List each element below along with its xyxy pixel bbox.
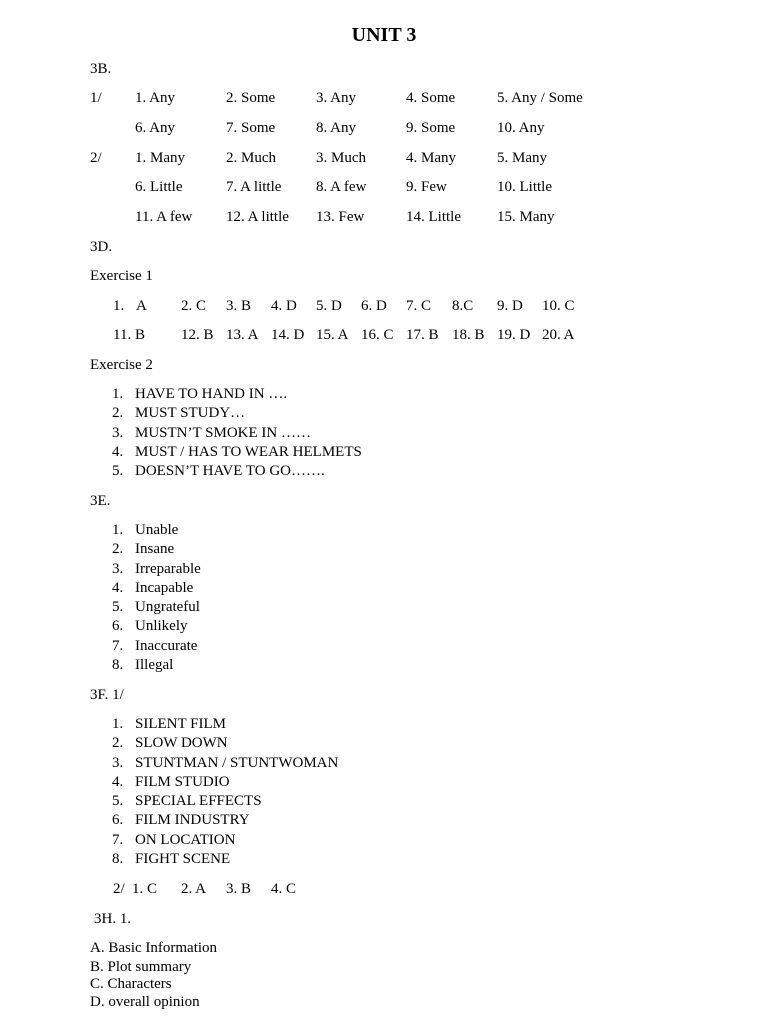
- answer: 4. Many: [406, 150, 456, 166]
- exercise-2-heading: Exercise 2: [90, 357, 153, 373]
- answer: 1.: [113, 298, 125, 314]
- answer: 16. C: [361, 327, 394, 343]
- answer: 7. Some: [226, 120, 276, 136]
- answer: 19. D: [497, 327, 531, 343]
- answer-row: [0, 327, 768, 347]
- answer: 11. A few: [135, 209, 193, 225]
- list-item: C. Characters: [90, 976, 172, 992]
- answer: 13. A: [226, 327, 259, 343]
- answer: A: [136, 298, 147, 314]
- answer: 8. Any: [316, 120, 357, 136]
- list-item: B. Plot summary: [90, 959, 192, 975]
- answer: 9. D: [497, 298, 523, 314]
- answer: 4. Some: [406, 90, 456, 106]
- answer: 9. Few: [406, 179, 447, 195]
- answer: 4. D: [271, 298, 297, 314]
- section-3f-heading: 3F. 1/: [90, 687, 124, 703]
- answer: 10. Any: [497, 120, 545, 136]
- answer: 15. A: [316, 327, 349, 343]
- section-3e-heading: 3E.: [90, 493, 111, 509]
- answer: 20. A: [542, 327, 575, 343]
- answer-row: [0, 881, 768, 901]
- answer-row: [0, 150, 768, 170]
- answer: 14. D: [271, 327, 305, 343]
- answer: 2. A: [181, 881, 207, 897]
- answer: 3. B: [226, 298, 252, 314]
- section-3d-heading: 3D.: [90, 239, 113, 255]
- answer-row: [0, 209, 768, 229]
- answer: 2. Much: [226, 150, 276, 166]
- part-label: 1/: [90, 90, 102, 106]
- answer: 7. A little: [226, 179, 282, 195]
- document-page: UNIT 3 3B. 1/ 1. Any 2. Some 3. Any 4. Some 5. Any / Some 6. Any 7. Some 8. Any 9. Some 10. Any 2/ 1. Many 2. Much 3. Much 4. Many 5. Many 6. Little 7. A little 8. A few 9. Few 10. Little 11. A few 12. A little 13. Few 14. Little 15. Many 3D. Exercise 1 1. A 2. C 3. B 4. D 5. D 6. D 7. C 8.C 9. D 10. C 11. B 12. B 13. A 14. D 15. A 16. C 17. B 18. B 19. D 20. A Exercise 2 1. HAVE TO HAND IN …. 2. MUST STUDY… 3. MUSTN’T SMOKE IN …… 4. MUST / HAS TO WEAR HELMETS 5. DOESN’T HAVE TO GO……. 3E. 1. Unable 2. Insane 3. Irreparable 4. Incapable 5. Ungrateful 6. Unlikely 7. Inaccurate 8. Illegal 3F. 1/ 1. SILENT FILM 2. SLOW DOWN 3. STUNTMAN / STUNTWOMAN 4. FILM STUDIO 5. SPECIAL EFFECTS 6. FILM INDUSTRY 7. ON LOCATION 8. FIGHT SCENE 2/ 1. C 2. A 3. B 4. C 3H. 1. A. Basic Information B. Plot summary C. Characters D. overall opinion: [0, 0, 768, 1024]
- section-3b-heading: 3B.: [90, 61, 112, 77]
- answer: 14. Little: [406, 209, 461, 225]
- answer: 3. Any: [316, 90, 357, 106]
- answer: 6. Any: [135, 120, 176, 136]
- answer-row: [0, 90, 768, 110]
- exercise-1-heading: Exercise 1: [90, 268, 153, 284]
- answer: 5. D: [316, 298, 342, 314]
- answer: 1. Any: [135, 90, 176, 106]
- answer: 2. Some: [226, 90, 276, 106]
- list-item: D. overall opinion: [90, 994, 200, 1010]
- section-3h-heading: 3H. 1.: [94, 911, 132, 927]
- answer: 10. Little: [497, 179, 552, 195]
- answer: 7. C: [406, 298, 432, 314]
- answer: 5. Many: [497, 150, 547, 166]
- part-label: 2/: [113, 881, 125, 897]
- answer: 10. C: [542, 298, 575, 314]
- answer: 18. B: [452, 327, 485, 343]
- answer: 6. D: [361, 298, 387, 314]
- answer: 17. B: [406, 327, 439, 343]
- answer: 9. Some: [406, 120, 456, 136]
- answer: 3. B: [226, 881, 252, 897]
- answer: 1. C: [132, 881, 158, 897]
- part-label: 2/: [90, 150, 102, 166]
- answer: 15. Many: [497, 209, 555, 225]
- answer-row: [0, 298, 768, 318]
- page-title: UNIT 3: [351, 24, 417, 46]
- answer: 8.C: [452, 298, 474, 314]
- list-item: A. Basic Information: [90, 940, 218, 956]
- answer: 12. B: [181, 327, 214, 343]
- answer-row: [0, 179, 768, 199]
- answer: 12. A little: [226, 209, 289, 225]
- answer: 2. C: [181, 298, 207, 314]
- answer: 13. Few: [316, 209, 365, 225]
- answer-row: [0, 120, 768, 140]
- answer: 1. Many: [135, 150, 185, 166]
- answer: 4. C: [271, 881, 297, 897]
- answer: 5. Any / Some: [497, 90, 583, 106]
- answer: 3. Much: [316, 150, 366, 166]
- answer: 11. B: [113, 327, 145, 343]
- answer: 8. A few: [316, 179, 367, 195]
- answer: 6. Little: [135, 179, 183, 195]
